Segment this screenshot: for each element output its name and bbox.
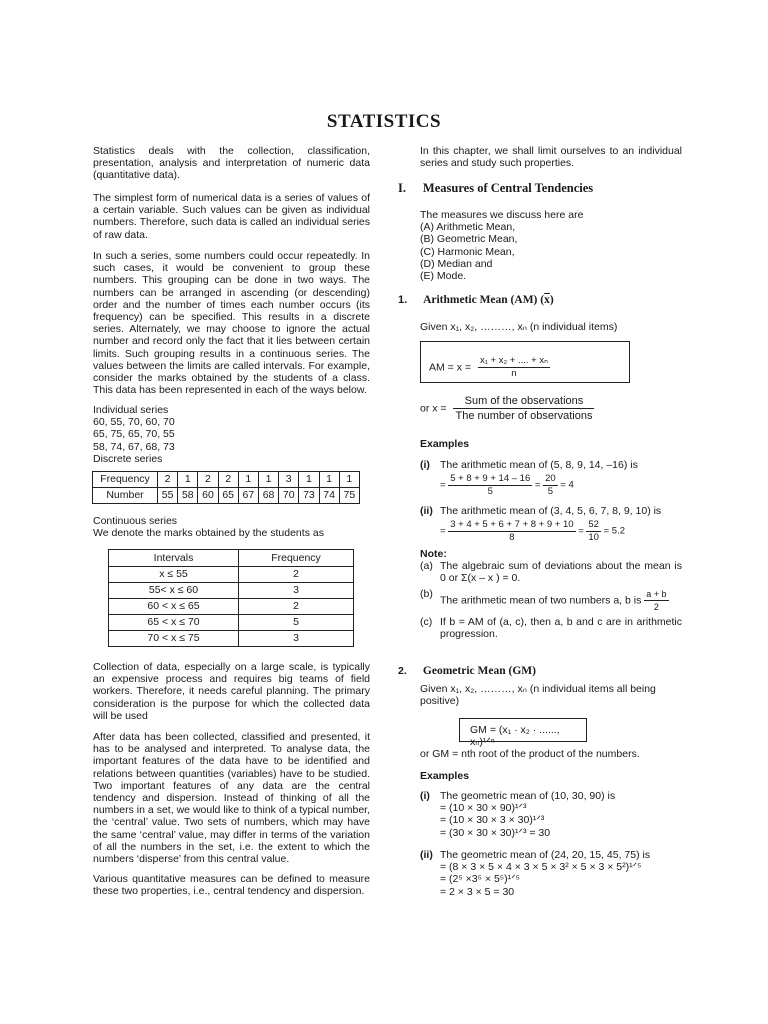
individual-line: 60, 55, 70, 60, 70 <box>93 416 175 429</box>
example-line: = (30 × 30 × 30)¹ᐟ³ = 30 <box>440 826 551 839</box>
am-words-numerator: Sum of the observations <box>453 394 594 409</box>
individual-series-label: Individual series <box>93 404 169 416</box>
continuous-series-table <box>108 549 354 647</box>
table-cell: 65 < x ≤ 70 <box>109 615 239 631</box>
xbar-symbol: $\overline{x}$ <box>544 294 550 306</box>
table-row <box>93 472 360 488</box>
table-row <box>109 631 354 647</box>
list-item: (B) Geometric Mean, <box>420 233 518 246</box>
table-row <box>109 583 354 599</box>
am-formula-numerator: x₁ + x₂ + .... + xₙ <box>478 355 550 368</box>
example-result: = 4 <box>560 479 574 491</box>
note-item-c: If b = AM of (a, c), then a, b and c are in arithmetic progression. <box>440 616 682 641</box>
table-cell: 74 <box>319 488 339 504</box>
measures-intro: The measures we discuss here are <box>420 209 584 221</box>
chapter-intro: In this chapter, we shall limit ourselves to an individual series and study such properties. <box>420 145 682 170</box>
am-words-formula <box>420 394 594 423</box>
section-title: Measures of Central Tendencies <box>422 181 594 195</box>
example-line: The geometric mean of (24, 20, 15, 45, 75) is <box>440 849 651 861</box>
example-line: = (10 × 30 × 90)¹ᐟ³ <box>440 802 527 815</box>
note-b-fraction <box>644 588 668 613</box>
note-item-b: The arithmetic mean of two numbers a, b is <box>440 594 642 607</box>
table-header-cell: Number <box>93 488 158 504</box>
am-example-2: (ii) The arithmetic mean of (3, 4, 5, 6, 7, 8, 9, 10) is = $\frac{3 + 4 + 5 + 6 + 7 + 8 + 9 + 10}{8}$ = $\frac{52}{10}$ = 5.2 <box>420 505 662 544</box>
page-title: STATISTICS <box>326 111 442 132</box>
am-formula-box <box>420 341 630 383</box>
individual-line: 65, 75, 65, 70, 55 <box>93 428 175 441</box>
table-cell: 2 <box>218 472 238 488</box>
am-words-fraction <box>453 394 594 423</box>
table-header-cell: Frequency <box>93 472 158 488</box>
example-line: = (10 × 30 × 3 × 30)¹ᐟ³ <box>440 814 545 827</box>
example-line: = 2 × 3 × 5 = 30 <box>440 885 515 898</box>
table-header-cell: Intervals <box>109 550 239 567</box>
note-label: Note: <box>420 548 447 560</box>
am-examples-label: Examples <box>420 438 470 450</box>
measures-paragraph: Various quantitative measures can be defined to measure these two properties, i.e., central tendency and dispersion. <box>93 873 370 898</box>
am-or-label: or x = <box>420 402 447 415</box>
table-row <box>109 550 354 567</box>
table-row <box>109 615 354 631</box>
table-cell: 70 < x ≤ 75 <box>109 631 239 647</box>
fraction-denominator: 2 <box>653 601 659 612</box>
fraction-denominator: 8 <box>509 532 515 544</box>
fraction-denominator: 5 <box>547 486 554 498</box>
table-cell: 75 <box>339 488 359 504</box>
analysis-paragraph: After data has been collected, classified and presented, it has to be analysed and interpreted. To analyse data, the important features of the data have to be identified and relations between quantities (variables) have to be studied. Two important features of any data are the central tendency and dispersion. Instead of thinking of all the numbers in a set, we would like to think of a typical number, the ‘central’ value. Two sets of numbers, which may have the same ‘central’ value, may differ in terms of the variation of all the numbers in the set, i.e. the extent to which the numbers ‘disperse’ from this central value. <box>93 731 370 866</box>
am-formula-fraction <box>478 355 550 380</box>
list-item: (E) Mode. <box>420 270 467 283</box>
fraction-numerator: 52 <box>586 519 601 532</box>
discrete-series-table <box>92 471 360 504</box>
example-fraction <box>448 473 532 498</box>
table-cell: 1 <box>339 472 359 488</box>
table-cell: 5 <box>239 615 354 631</box>
table-cell: x ≤ 55 <box>109 567 239 583</box>
table-header-cell: Frequency <box>239 550 354 567</box>
am-note: Note: (a) The algebraic sum of deviations about the mean is 0 or Σ(x – x ) = 0. (b) The arithmetic mean of two numbers a, b is $\frac{a + b}{2}$ (c) If b = AM of (a, c), then a, b and c are in arithmetic progression. <box>420 548 682 641</box>
table-cell: 2 <box>239 599 354 615</box>
example-label: (i) <box>420 790 430 802</box>
am-formula-denominator: n <box>511 368 517 380</box>
table-cell: 3 <box>279 472 299 488</box>
table-cell: 55< x ≤ 60 <box>109 583 239 599</box>
table-cell: 1 <box>319 472 339 488</box>
fraction-denominator: 5 <box>487 486 493 498</box>
example-label: (ii) <box>420 505 433 517</box>
am-heading <box>398 294 554 306</box>
table-cell: 3 <box>239 583 354 599</box>
table-cell: 2 <box>239 567 354 583</box>
example-fraction <box>586 519 601 544</box>
am-given: Given x₁, x₂, ………, xₙ (n individual items) <box>420 321 618 333</box>
gm-given: Given x₁, x₂, ………, xₙ (n individual items all being positive) <box>420 683 656 708</box>
table-cell: 2 <box>198 472 218 488</box>
am-formula-lhs: AM = x = <box>429 361 472 374</box>
example-line: = (8 × 3 × 5 × 4 × 3 × 5 × 3² × 5 × 3 × 5²)¹ᐟ⁵ <box>440 861 642 874</box>
collection-paragraph: Collection of data, especially on a large scale, is typically an expensive process and requires big teams of field workers. Therefore, it needs careful planning. The primary consideration is the purpose for which the collected data will be used <box>93 661 370 722</box>
gm-title: Geometric Mean (GM) <box>422 665 536 677</box>
fraction-denominator: 10 <box>588 532 599 544</box>
gm-formula: GM = (x₁ · x₂ · ......, xₙ)¹ᐟⁿ <box>470 724 560 749</box>
table-cell: 73 <box>299 488 319 504</box>
simplest-form-paragraph: The simplest form of numerical data is a series of values of a certain variable. Such values can be given as individual numbers. Therefore, such data is called an individual series of raw data. <box>93 192 370 241</box>
example-result: = 5.2 <box>603 525 626 537</box>
individual-line: 58, 74, 67, 68, 73 <box>93 440 175 453</box>
table-row <box>109 567 354 583</box>
table-row <box>109 599 354 615</box>
table-cell: 60 < x ≤ 65 <box>109 599 239 615</box>
table-cell: 58 <box>178 488 198 504</box>
table-cell: 68 <box>258 488 278 504</box>
gm-examples-label: Examples <box>420 770 470 782</box>
table-cell: 1 <box>238 472 258 488</box>
section-heading <box>398 182 593 195</box>
table-cell: 60 <box>198 488 218 504</box>
am-words-denominator: The number of observations <box>455 410 593 422</box>
note-item-a: The algebraic sum of deviations about the mean is 0 or Σ(x – x ) = 0. <box>440 560 682 585</box>
individual-series <box>93 404 370 465</box>
table-cell: 3 <box>239 631 354 647</box>
am-number: 1. <box>398 294 408 306</box>
table-cell: 70 <box>279 488 299 504</box>
continuous-series-label: Continuous series <box>93 515 178 527</box>
table-cell: 1 <box>299 472 319 488</box>
example-label: (i) <box>420 459 430 471</box>
table-cell: 55 <box>158 488 178 504</box>
example-label: (ii) <box>420 849 433 861</box>
am-example-1: (i) The arithmetic mean of (5, 8, 9, 14, –16) is = $\frac{5 + 8 + 9 + 14 - 16}{5}$ = $\frac{20}{5}$ = 4 <box>420 459 638 498</box>
fraction-numerator: 20 <box>543 473 558 486</box>
discrete-series-label: Discrete series <box>93 452 163 465</box>
grouping-paragraph: In such a series, some numbers could occur repeatedly. In such cases, it would be convenient to group these numbers. This grouping can be done in two ways. The numbers can be arranged in ascending (or descending) order and the number of times each number occurs (its frequency) can be specified. This results in a discrete series. Alternately, we may choose to ignore the actual number and record only the fact that it lies between certain limits. Such grouping results in a continuous series. The values between the limits are called intervals. For example, consider the marks obtained by the students of a class. This data has been represented in each of the ways below. <box>93 250 370 397</box>
example-text: The arithmetic mean of (5, 8, 9, 14, –16) is <box>440 459 638 471</box>
gm-example-1 <box>420 790 682 839</box>
table-cell: 65 <box>218 488 238 504</box>
example-line: = (2⁵ ×3⁵ × 5⁵)¹ᐟ⁵ <box>440 873 520 886</box>
example-text: The arithmetic mean of (3, 4, 5, 6, 7, 8, 9, 10) is <box>440 505 662 517</box>
example-line: The geometric mean of (10, 30, 90) is <box>440 790 616 802</box>
section-number: I. <box>398 181 406 195</box>
continuous-series <box>93 515 370 539</box>
measures-list <box>420 209 682 282</box>
table-cell: 1 <box>178 472 198 488</box>
fraction-numerator: 5 + 8 + 9 + 14 – 16 <box>448 473 532 486</box>
continuous-intro: We denote the marks obtained by the students as <box>93 527 324 540</box>
example-fraction <box>448 519 575 544</box>
table-cell: 67 <box>238 488 258 504</box>
fraction-numerator: 3 + 4 + 5 + 6 + 7 + 8 + 9 + 10 <box>448 519 575 532</box>
gm-or-text: or GM = nth root of the product of the numbers. <box>420 748 640 760</box>
am-title-end: ) <box>549 294 554 306</box>
list-item: (D) Median and <box>420 257 493 270</box>
fraction-numerator: a + b <box>644 588 668 601</box>
list-item: (A) Arithmetic Mean, <box>420 221 516 234</box>
table-cell: 1 <box>258 472 278 488</box>
gm-number: 2. <box>398 665 407 677</box>
table-cell: 2 <box>158 472 178 488</box>
am-title: Arithmetic Mean (AM) ( <box>423 294 545 306</box>
example-fraction <box>543 473 558 498</box>
table-row <box>93 488 360 504</box>
list-item: (C) Harmonic Mean, <box>420 245 515 258</box>
gm-heading <box>398 665 536 677</box>
gm-example-2 <box>420 849 682 898</box>
gm-formula-box <box>459 718 587 749</box>
intro-paragraph: Statistics deals with the collection, classification, presentation, analysis and interpretation of numeric data (quantitative data). <box>93 145 370 182</box>
